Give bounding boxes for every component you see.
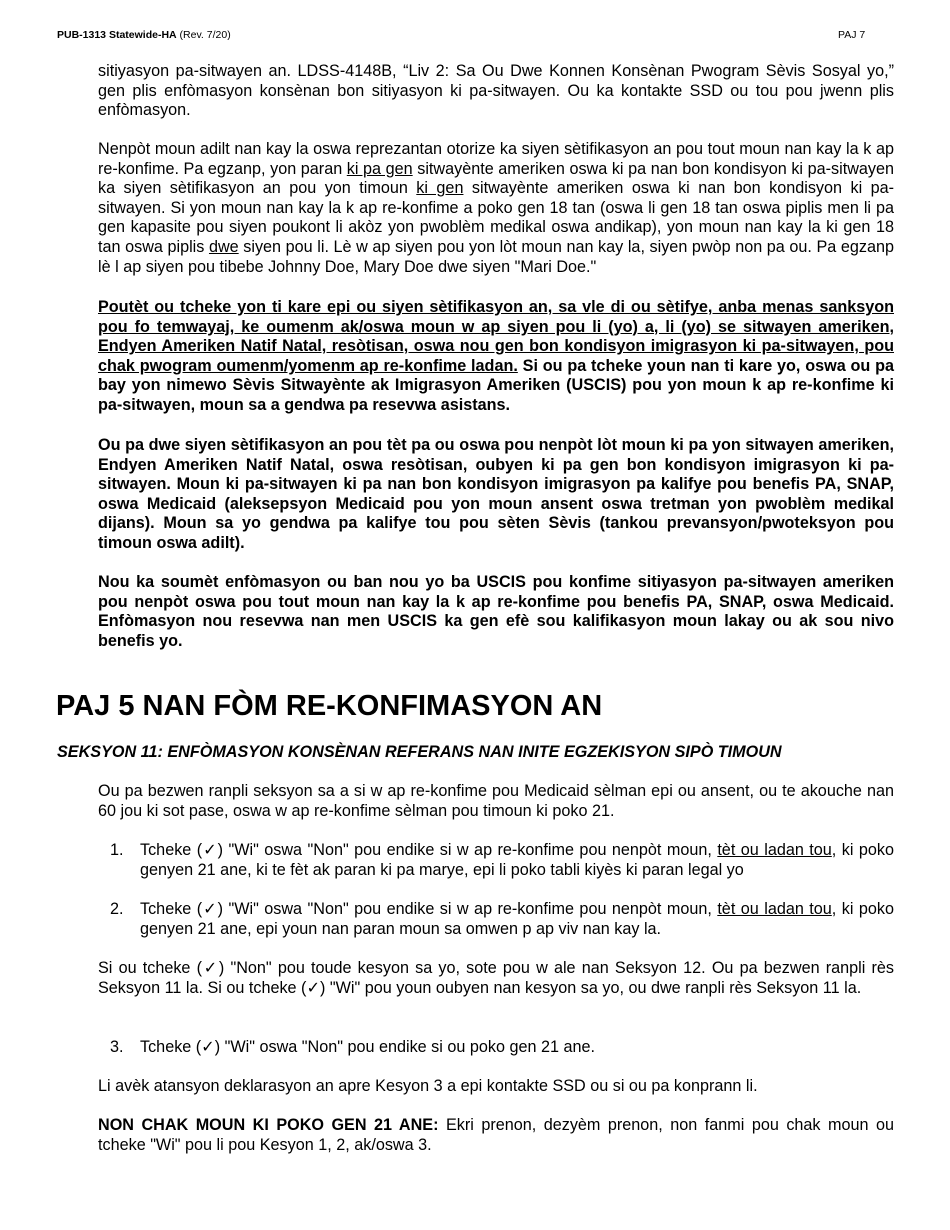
underlined-text: ki gen <box>416 179 464 198</box>
text-segment: , ki poko genyen 21 ane, ki te fèt ak paran ki pa marye, epi li poko tabli kiyès ki paran legal yo <box>140 841 894 879</box>
certification-underlined: Poutèt ou tcheke yon ti kare epi ou siyen sètifikasyon an, sa vle di ou sètifye, anba menas sanksyon pou fo temwayaj, ke oumenm ak/oswa moun w ap siyen pou li (yo) a, li (yo) se sitwayen ameriken, Endyen Ameriken Natif Natal, resòtisan, oswa nou gen bon kondisyon imigrasyon ki pa-sitwayen, pou chak pwogram oumenm/yomenm ap re-konfime ladan. <box>98 298 894 375</box>
underlined-text: ki pa gen <box>346 159 413 178</box>
question-item-2 <box>110 900 894 939</box>
uscis-paragraph: Nou ka soumèt enfòmasyon ou ban nou yo ba USCIS pou konfime sitiyasyon pa-sitwayen ameriken pou nenpòt oswa pou tout moun nan kay la k ap re-konfime pou benefis PA, SNAP, oswa Medicaid. Enfòmasyon nou resevwa nan men USCIS ka gen efè sou kalifikasyon moun lakay ou ak sou nivo benefis yo. <box>98 573 894 650</box>
warning-paragraph: Ou pa dwe siyen sètifikasyon an pou tèt pa ou oswa pou nenpòt lòt moun ki pa yon sitwayen ameriken, Endyen Ameriken Natif Natal, oswa resòtisan, oubyen ki pa gen bon kondisyon imigrasyon ki pa-sitwayen. Moun ki pa-sitwayen ki pa nan bon kondisyon imigrasyon pa kalifye pou benefis PA, SNAP, oswa Medicaid (aleksepsyon Medicaid pou yon moun ansent oswa tretman yon pwoblèm medikal dijans). Moun sa yo gendwa pa kalifye tou pou sèten Sèvis (tankou prevansyon/pwoteksyon pou timoun oswa adilt). <box>98 436 894 552</box>
names-instruction <box>98 1116 894 1155</box>
names-label: NON CHAK MOUN KI POKO GEN 21 ANE: <box>98 1116 439 1134</box>
text-segment: siyen pou li. Lè w ap siyen pou yon lòt moun nan kay la, siyen pwòp non pa ou. Pa egzanp lè l ap siyen pou tibebe Johnny Doe, Mary Doe dwe siyen "Mari Doe." <box>98 237 894 276</box>
form-revision: (Rev. 7/20) <box>179 29 231 41</box>
section-intro: Ou pa bezwen ranpli seksyon sa a si w ap re-konfime pou Medicaid sèlman epi ou ansent, ou te akouche nan 60 jou ki sot pase, oswa w ap re-konfime sèlman pou timoun ki poko 21. <box>98 782 894 820</box>
underlined-text: dwe <box>208 237 239 256</box>
text-segment: Nenpòt moun adilt nan kay la oswa reprezantan otorize ka siyen sètifikasyon an pou tout moun nan kay la k ap re-konfime. Pa egzanp, yon paran <box>98 140 894 178</box>
text-segment: sitwayènte ameriken oswa ki nan bon kondisyon ki pa-sitwayen. Si yon moun nan kay la k ap re-konfime a poko gen 18 tan (oswa li gen 18 tan oswa piplis men li pa gen kapasite pou siyen poukont li akòz yon pwoblèm medikal oswa andikap), yon moun nan kay la ki gen 18 tan oswa piplis <box>98 179 895 256</box>
item-number: 1. <box>110 841 124 859</box>
statement-note: Li avèk atansyon deklarasyon an apre Kesyon 3 a epi kontakte SSD ou si ou pa konprann li. <box>98 1077 758 1095</box>
text-segment: sitwayènte ameriken oswa ki pa nan bon kondisyon ki pa-sitwayen ka siyen sètifikasyon an pou yon timoun <box>98 159 894 198</box>
text-segment: Tcheke (✓) "Wi" oswa "Non" pou endike si w ap re-konfime pou nenpòt moun, <box>140 900 718 918</box>
signature-paragraph <box>98 140 894 277</box>
intro-paragraph: sitiyasyon pa-sitwayen an. LDSS-4148B, “Liv 2: Sa Ou Dwe Konnen Konsènan Pwogram Sèvis Sosyal yo,” gen plis enfòmasyon konsènan bon sitiyasyon ki pa-sitwayen. Ou ka kontakte SSD ou tou pou jwenn plis enfòmasyon. <box>98 62 894 120</box>
form-id: PUB-1313 Statewide-HA <box>57 29 177 41</box>
item-number: 3. <box>110 1038 124 1056</box>
item-text <box>140 900 894 939</box>
item-text <box>140 841 894 880</box>
text-segment: Tcheke (✓) "Wi" oswa "Non" pou endike si w ap re-konfime pou nenpòt moun, <box>140 841 718 859</box>
section-title: SEKSYON 11: ENFÒMASYON KONSÈNAN REFERANS NAN INITE EGZEKISYON SIPÒ TIMOUN <box>57 743 782 761</box>
item-text: Tcheke (✓) "Wi" oswa "Non" pou endike si ou poko gen 21 ane. <box>140 1038 595 1056</box>
skip-instruction: Si ou tcheke (✓) "Non" pou toude kesyon sa yo, sote pou w ale nan Seksyon 12. Ou pa bezwen ranpli rès Seksyon 11 la. Si ou tcheke (✓) "Wi" pou youn oubyen nan kesyon sa yo, ou dwe ranpli rès Seksyon 11 la. <box>98 959 894 997</box>
question-item-1 <box>110 841 894 880</box>
page-title: PAJ 5 NAN FÒM RE-KONFIMASYON AN <box>56 690 603 722</box>
item-number: 2. <box>110 900 124 918</box>
names-text: Ekri prenon, dezyèm prenon, non fanmi pou chak moun ou tcheke "Wi" pou li pou Kesyon 1, 2, ak/oswa 3. <box>98 1116 894 1154</box>
page-number: PAJ 7 <box>838 29 866 41</box>
underlined-text: tèt ou ladan tou <box>717 900 832 918</box>
text-segment: , ki poko genyen 21 ane, epi youn nan paran moun sa omwen p ap viv nan kay la. <box>140 900 894 938</box>
underlined-text: tèt ou ladan tou <box>717 841 832 859</box>
certification-paragraph <box>98 298 894 416</box>
question-item-3 <box>110 1038 894 1058</box>
form-id-header <box>57 29 231 41</box>
certification-rest: Si ou pa tcheke youn nan ti kare yo, oswa ou pa bay yon nimewo Sèvis Sitwayènte ak Imigrasyon Ameriken (USCIS) pou yon moun k ap re-konfime ki pa-sitwayen, moun sa a gendwa pa resevwa asistans. <box>98 356 894 414</box>
